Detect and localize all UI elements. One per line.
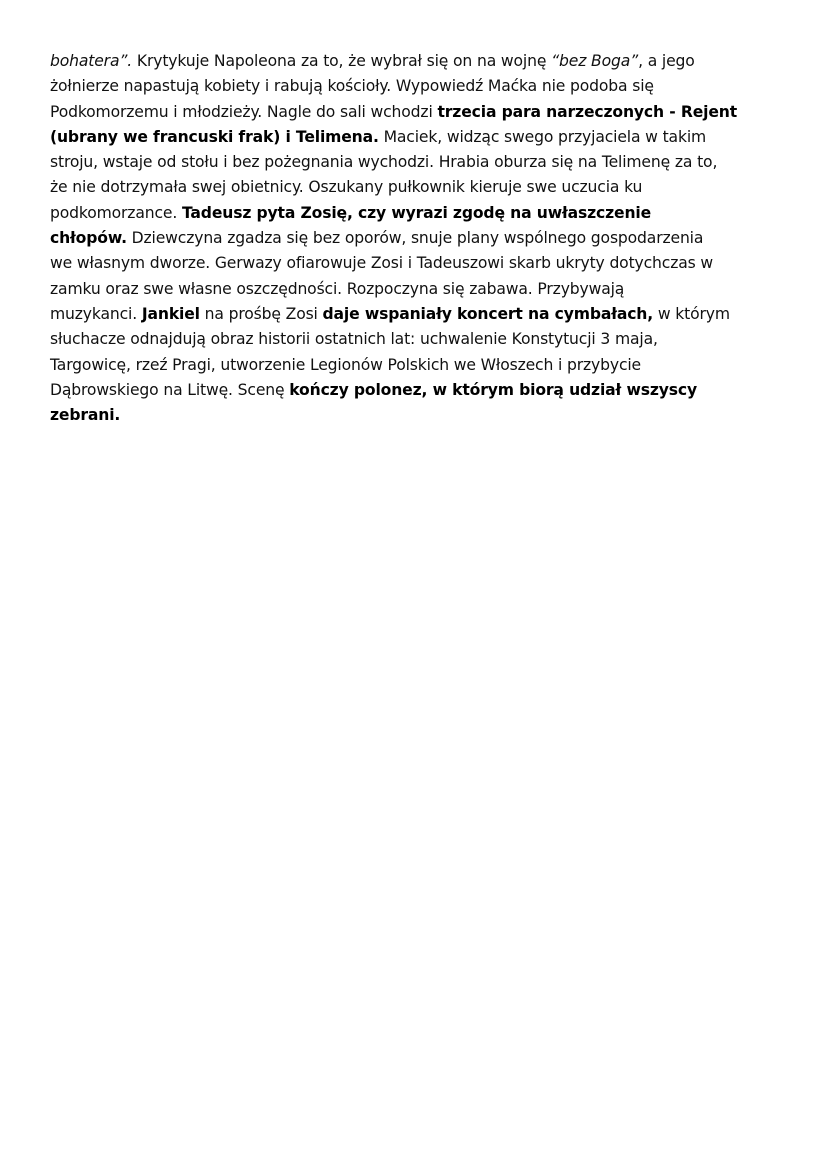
italic-text: “bez Boga” <box>551 52 639 70</box>
text-line <box>50 100 780 125</box>
text-line <box>50 150 780 175</box>
text-line <box>50 327 780 352</box>
text-run: zamku oraz swe własne oszczędności. Rozpoczyna się zabawa. Przybywają <box>50 279 625 298</box>
text-run: Maciek, widząc swego przyjaciela w takim <box>378 127 707 146</box>
text-run: stroju, wstaje od stołu i bez pożegnania wychodzi. Hrabia oburza się na Telimenę za to, <box>50 153 718 172</box>
text-line <box>50 201 780 226</box>
bold-text: (ubrany we francuski frak) i Telimena. <box>50 127 379 146</box>
text-line <box>50 175 780 200</box>
text-run: Dziewczyna zgadza się bez oporów, snuje plany wspólnego gospodarzenia <box>126 229 704 248</box>
italic-text: bohatera”. <box>50 52 133 70</box>
text-run: na prośbę Zosi <box>199 304 323 323</box>
text-run: słuchacze odnajdują obraz historii ostatnich lat: uchwalenie Konstytucji 3 maja, <box>50 330 658 349</box>
text-run: , a jego <box>638 52 695 70</box>
text-line <box>50 226 780 251</box>
text-run: muzykanci. <box>50 304 142 323</box>
text-line <box>50 49 780 74</box>
document-page <box>50 49 780 428</box>
bold-text: zebrani. <box>50 406 121 425</box>
text-run: Targowicę, rzeź Pragi, utworzenie Legionów Polskich we Włoszech i przybycie <box>50 355 641 374</box>
text-line <box>50 353 780 378</box>
text-line <box>50 125 780 150</box>
bold-text: Jankiel <box>141 304 200 323</box>
bold-text: daje wspaniały koncert na cymbałach, <box>322 304 654 323</box>
text-line <box>50 378 780 403</box>
text-line <box>50 403 780 428</box>
text-run: żołnierze napastują kobiety i rabują kościoły. Wypowiedź Maćka nie podoba się <box>50 77 654 96</box>
text-run: że nie dotrzymała swej obietnicy. Oszukany pułkownik kieruje swe uczucia ku <box>50 178 643 197</box>
text-run: Podkomorzemu i młodzieży. Nagle do sali wchodzi <box>50 102 438 121</box>
text-line <box>50 74 780 99</box>
text-line <box>50 251 780 276</box>
summary-paragraph <box>50 49 780 428</box>
text-run: Krytykuje Napoleona za to, że wybrał się on na wojnę <box>132 52 552 70</box>
text-run: podkomorzance. <box>50 203 182 222</box>
bold-text: chłopów. <box>50 229 127 248</box>
text-run: we własnym dworze. Gerwazy ofiarowuje Zosi i Tadeuszowi skarb ukryty dotychczas w <box>50 254 714 273</box>
bold-text: kończy polonez, w którym biorą udział wszyscy <box>289 380 698 399</box>
text-line <box>50 277 780 302</box>
text-run: Dąbrowskiego na Litwę. Scenę <box>50 380 290 399</box>
bold-text: trzecia para narzeczonych - Rejent <box>437 102 738 121</box>
text-line <box>50 302 780 327</box>
text-run: w którym <box>653 304 730 323</box>
bold-text: Tadeusz pyta Zosię, czy wyrazi zgodę na uwłaszczenie <box>181 203 652 222</box>
